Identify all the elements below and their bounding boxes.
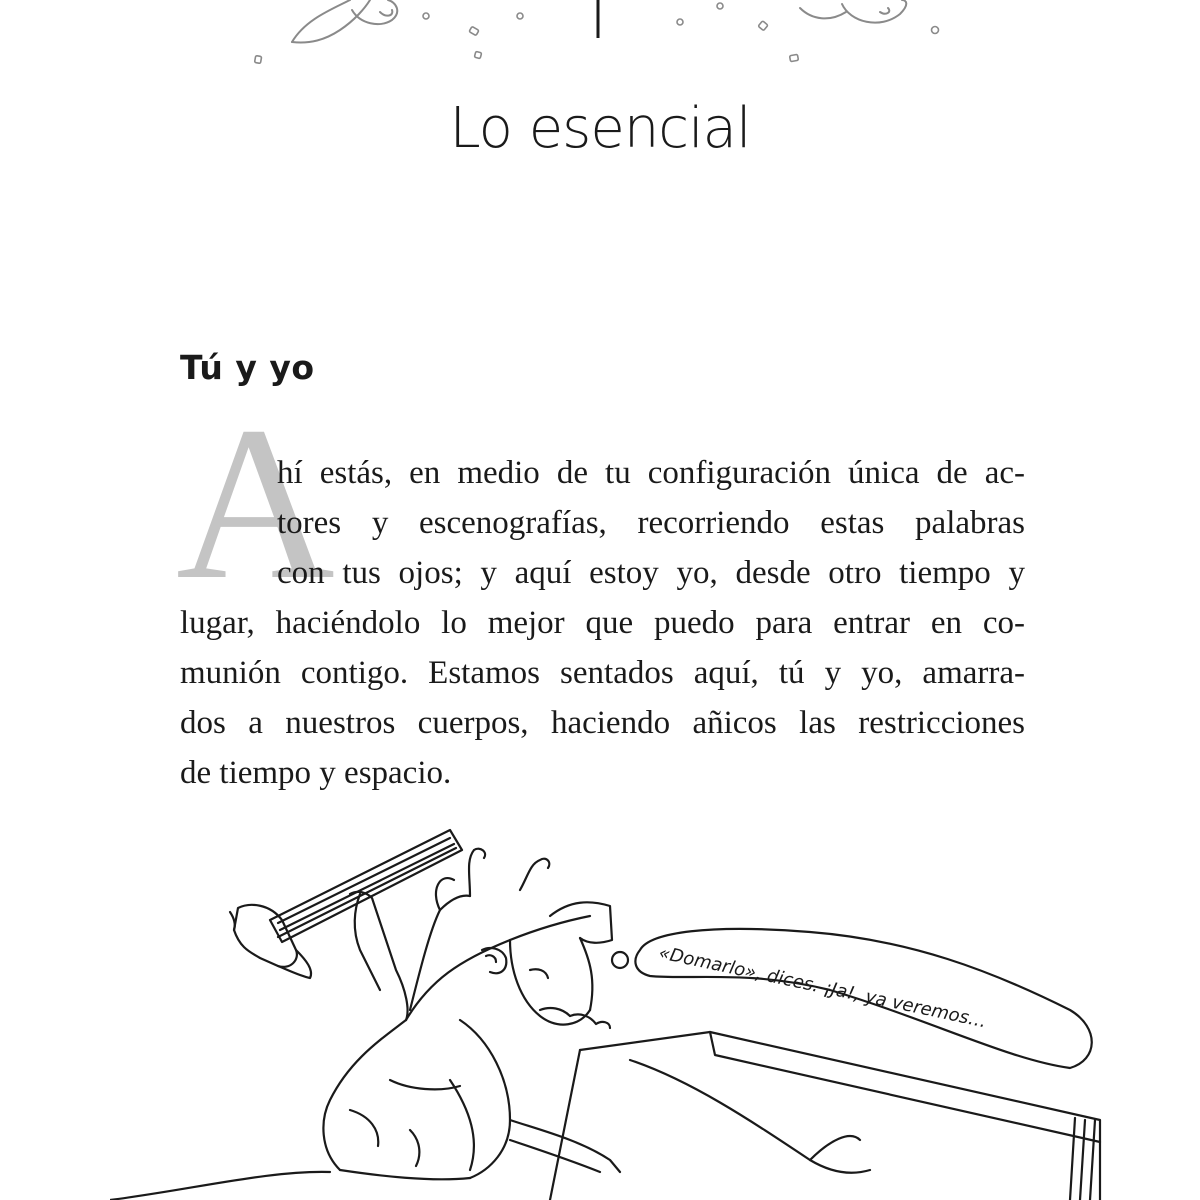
body-line: dos a nuestros cuerpos, haciendo añicos las restricciones <box>180 705 1025 741</box>
ornament-curl-left <box>380 10 392 16</box>
ornament-swirl-right <box>800 8 846 18</box>
ornament-curl-right <box>880 8 889 14</box>
ornament-swirl-left-3 <box>352 0 397 24</box>
section-heading: Tú y yo <box>180 348 315 387</box>
body-line: de tiempo y espacio. <box>180 755 452 791</box>
chapter-ornament <box>0 0 1200 80</box>
ornament-swirl-left-2 <box>292 0 370 43</box>
creature-illustration <box>110 820 1110 1200</box>
ornament-swirl-right-2 <box>842 0 906 23</box>
body-line: con tus ojos; y aquí estoy yo, desde otro tiempo y <box>277 555 1025 591</box>
speech-bubble-text: «Domarlo», dices. ¡Ja!, ya veremos… <box>656 942 989 1033</box>
hammer-drawing <box>230 830 462 978</box>
chapter-title: Lo esencial <box>449 96 751 161</box>
body-line: hí estás, en medio de tu configuración única de ac- <box>277 455 1025 491</box>
drop-cap: A <box>176 381 335 625</box>
body-paragraph <box>180 448 1025 798</box>
body-line: tores y escenografías, recorriendo estas palabras <box>277 505 1025 541</box>
body-line: munión contigo. Estamos sentados aquí, tú y yo, amarra- <box>180 655 1025 691</box>
ornament-swirl-left <box>292 0 350 42</box>
body-line: lugar, haciéndolo lo mejor que puedo para entrar en co- <box>180 605 1025 641</box>
book-drawing <box>110 1032 1100 1200</box>
